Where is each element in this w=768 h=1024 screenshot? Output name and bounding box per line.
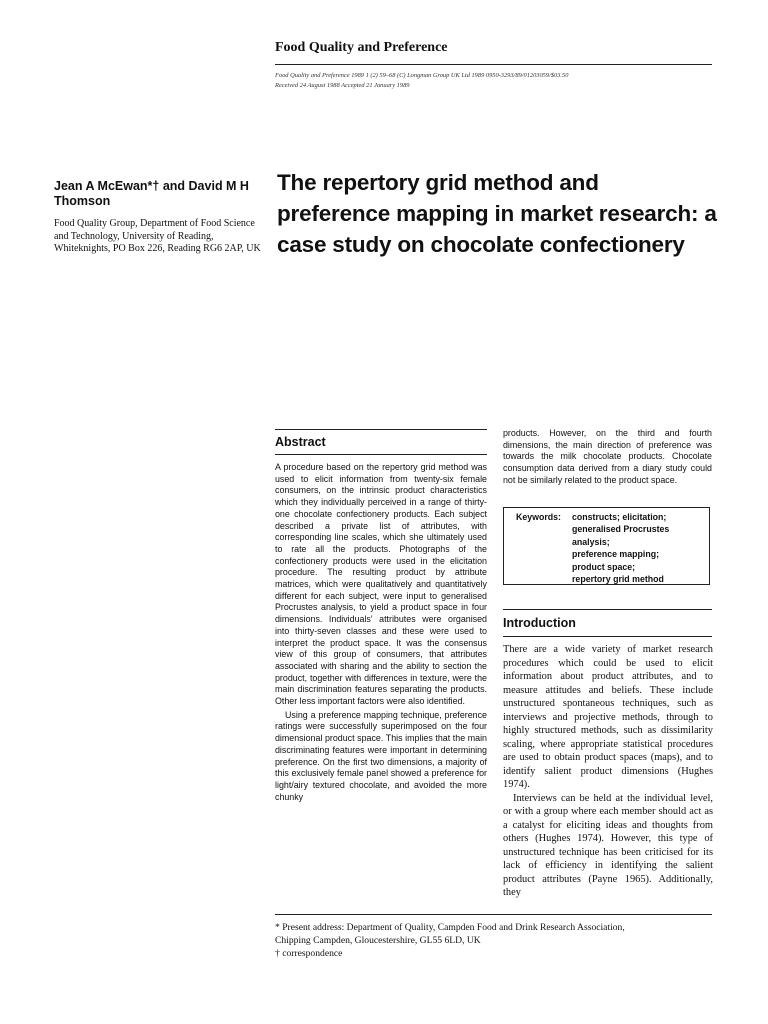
abstract-paragraph-3: products. However, on the third and fourth dimensions, the main direction of preference was towards the milk chocolate products. Chocolate consumption data derived from a diary study could not be similarly related to the product space. — [503, 428, 712, 485]
introduction-top-rule — [503, 609, 712, 610]
abstract-paragraph-1: A procedure based on the repertory grid method was used to elicit information from twenty-six female consumers, on the intrinsic product characteristics which they individually perceived in a range of thirty-one chocolate confectionery products. Each subject described a private list of attributes, with corresponding line scales, which she ultimately used to rate all the products. Photographs of the confectionery products were used in the elicitation procedure. The resulting product by attribute matrices, which were qualitatively and quantitatively different for each subject, were input to generalised Procrustes analysis, to yield a product space in four dimensions. Individuals' attributes were organised into thirty-seven classes and these were used to interpret the product space. It was the consensus view of this group of consumers, that attributes associated with sharing and the ability to section the product, together with differences in texture, were the main discrimination features separating the products. Other less important factors were also identified. — [275, 462, 487, 707]
header-rule — [275, 64, 712, 65]
footnote-address-continued: Chipping Campden, Gloucestershire, GL55 6LD, UK — [275, 934, 481, 946]
keyword-item: generalised Procrustes — [572, 524, 670, 535]
keyword-item: repertory grid method — [572, 574, 664, 585]
abstract-continuation — [503, 428, 712, 487]
introduction-heading-rule — [503, 636, 712, 637]
keywords-box — [503, 507, 710, 585]
authors: Jean A McEwan*† and David M H Thomson — [54, 179, 249, 208]
keyword-item: product space; — [572, 561, 636, 572]
keywords-label: Keywords: — [516, 512, 561, 522]
abstract-body — [275, 462, 487, 803]
introduction-paragraph-1: There are a wide variety of market research procedures which could be used to elicit information about product attributes, and to measure attitudes and beliefs. These include unstructured spontaneous techniques, such as interviews and projective methods, through to highly structured methods, such as dissimilarity scaling, where appropriate statistical procedures are used to obtain product spaces (maps), and to identify salient product dimensions (Hughes 1974). — [503, 644, 713, 790]
citation-block — [275, 71, 715, 90]
abstract-paragraph-2: Using a preference mapping technique, preference ratings were successfully superimposed on the four dimensional product space. This implies that the main discriminating features were important in determining preference. On the first two dimensions, a majority of this exclusively female panel showed a preference for light/airy textured chocolate, and avoided the more chunky — [275, 709, 487, 802]
abstract-top-rule — [275, 429, 487, 430]
journal-name: Food Quality and Preference — [275, 40, 448, 55]
keyword-item: analysis; — [572, 536, 610, 547]
abstract-heading: Abstract — [275, 435, 326, 449]
footnote-rule — [275, 914, 712, 915]
article-title: The repertory grid method and preference mapping in market research: a case study on chocolate confectionery — [277, 170, 717, 257]
keyword-item: preference mapping; — [572, 549, 660, 560]
received-accepted-line: Received 24 August 1988 Accepted 21 January 1989 — [275, 81, 410, 89]
citation-line: Food Quality and Preference 1989 1 (2) 59–68 (C) Longman Group UK Ltd 1989 0950-3293/89/01203059/$03.50 — [275, 72, 569, 79]
introduction-heading: Introduction — [503, 616, 576, 630]
introduction-paragraph-2: Interviews can be held at the individual level, or with a group where each member should act as a catalyst for eliciting ideas and thoughts from others (Hughes 1974). However, this type of unstructured technique has been criticised for its lack of efficiency in identifying the salient product attributes (Payne 1965). Additionally, they — [503, 792, 713, 898]
footnote-correspondence: † correspondence — [275, 947, 343, 959]
abstract-heading-rule — [275, 454, 487, 455]
keyword-item: constructs; elicitation; — [572, 512, 667, 522]
footnotes — [275, 922, 715, 960]
affiliation: Food Quality Group, Department of Food Science and Technology, University of Reading, Whiteknights, PO Box 226, Reading RG6 2AP, UK — [54, 218, 261, 254]
footnote-present-address: * Present address: Department of Quality, Campden Food and Drink Research Association, — [275, 922, 625, 933]
introduction-body — [503, 643, 713, 900]
